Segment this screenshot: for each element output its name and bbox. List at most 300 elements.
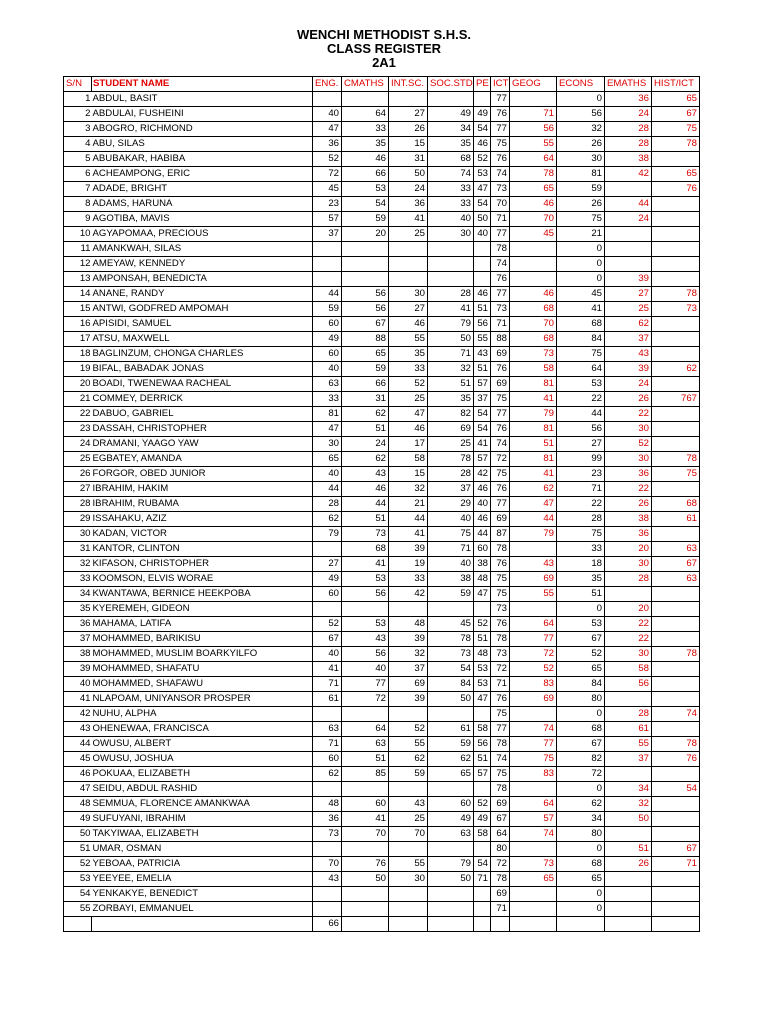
cmaths-score-cell: 64 [342,722,389,737]
emaths-score-cell: 39 [605,272,652,287]
emaths-score-cell: 22 [605,632,652,647]
serial-number-cell: 41 [64,692,92,707]
table-row [64,782,700,797]
hist-ict-score-cell: 75 [652,122,700,137]
ict-score-cell: 80 [491,842,510,857]
econs-score-cell: 99 [557,452,605,467]
geog-score-cell [510,272,557,287]
table-row [64,377,700,392]
table-row [64,272,700,287]
student-name-cell: DRAMANI, YAAGO YAW [92,437,313,452]
footer-cell-eng: 66 [313,917,342,932]
int-sc-score-cell: 25 [389,392,428,407]
footer-cell-ict [491,917,510,932]
student-name-cell: YEEYEE, EMELIA [92,872,313,887]
emaths-score-cell: 38 [605,512,652,527]
hist-ict-score-cell [652,827,700,842]
geog-score-cell: 79 [510,407,557,422]
emaths-score-cell: 62 [605,317,652,332]
econs-score-cell: 62 [557,797,605,812]
ict-score-cell: 74 [491,752,510,767]
eng-score-cell: 52 [313,617,342,632]
eng-score-cell: 60 [313,317,342,332]
ict-score-cell: 76 [491,482,510,497]
emaths-score-cell: 58 [605,662,652,677]
table-row [64,212,700,227]
cmaths-score-cell: 44 [342,497,389,512]
cmaths-score-cell: 40 [342,662,389,677]
cmaths-score-cell: 62 [342,407,389,422]
pe-score-cell: 51 [474,752,491,767]
table-row [64,152,700,167]
serial-number-cell: 53 [64,872,92,887]
int-sc-score-cell: 15 [389,137,428,152]
cmaths-score-cell: 65 [342,347,389,362]
serial-number-cell: 29 [64,512,92,527]
hist-ict-score-cell: 62 [652,362,700,377]
pe-score-cell: 53 [474,677,491,692]
serial-number-cell: 49 [64,812,92,827]
serial-number-cell: 1 [64,92,92,107]
econs-score-cell: 75 [557,347,605,362]
table-row [64,137,700,152]
emaths-score-cell [605,767,652,782]
emaths-score-cell: 20 [605,602,652,617]
emaths-score-cell: 26 [605,857,652,872]
emaths-score-cell [605,692,652,707]
soc-std-score-cell: 40 [428,557,474,572]
ict-score-cell: 69 [491,797,510,812]
eng-score-cell [313,842,342,857]
econs-score-cell: 27 [557,437,605,452]
cmaths-score-cell: 43 [342,632,389,647]
emaths-score-cell [605,887,652,902]
int-sc-score-cell: 25 [389,227,428,242]
cmaths-score-cell [342,887,389,902]
pe-score-cell: 54 [474,407,491,422]
geog-score-cell: 78 [510,167,557,182]
emaths-score-cell: 24 [605,377,652,392]
cmaths-score-cell [342,842,389,857]
student-name-cell: NLAPOAM, UNIYANSOR PROSPER [92,692,313,707]
econs-score-cell: 0 [557,782,605,797]
emaths-score-cell: 52 [605,437,652,452]
hist-ict-score-cell: 71 [652,857,700,872]
hist-ict-score-cell [652,407,700,422]
pe-score-cell: 41 [474,437,491,452]
table-row [64,812,700,827]
ict-score-cell: 76 [491,272,510,287]
ict-score-cell: 75 [491,707,510,722]
int-sc-score-cell [389,272,428,287]
hist-ict-score-cell [652,587,700,602]
geog-score-cell [510,542,557,557]
emaths-score-cell: 32 [605,797,652,812]
geog-score-cell: 43 [510,557,557,572]
econs-score-cell: 53 [557,617,605,632]
column-header-geog: GEOG [510,77,557,92]
pe-score-cell: 57 [474,452,491,467]
column-header-int-sc: INT.SC. [389,77,428,92]
pe-score-cell: 37 [474,392,491,407]
ict-score-cell: 72 [491,662,510,677]
student-name-cell: SEIDU, ABDUL RASHID [92,782,313,797]
pe-score-cell [474,707,491,722]
emaths-score-cell: 24 [605,107,652,122]
table-row [64,677,700,692]
student-name-cell: MOHAMMED, BARIKISU [92,632,313,647]
eng-score-cell: 62 [313,767,342,782]
footer-cell-pe [474,917,491,932]
student-name-cell: KANTOR, CLINTON [92,542,313,557]
ict-score-cell: 73 [491,302,510,317]
hist-ict-score-cell: 54 [652,782,700,797]
column-header-cmaths: CMATHS [342,77,389,92]
soc-std-score-cell: 69 [428,422,474,437]
int-sc-score-cell: 58 [389,452,428,467]
class-register-table [63,76,700,932]
cmaths-score-cell: 53 [342,617,389,632]
cmaths-score-cell: 66 [342,167,389,182]
student-name-cell: KIFASON, CHRISTOPHER [92,557,313,572]
table-row [64,242,700,257]
hist-ict-score-cell [652,722,700,737]
eng-score-cell: 27 [313,557,342,572]
soc-std-score-cell: 28 [428,467,474,482]
econs-score-cell: 34 [557,812,605,827]
student-name-cell: IBRAHIM, HAKIM [92,482,313,497]
emaths-score-cell: 36 [605,527,652,542]
hist-ict-score-cell [652,257,700,272]
student-name-cell: COMMEY, DERRICK [92,392,313,407]
emaths-score-cell: 34 [605,782,652,797]
econs-score-cell: 68 [557,722,605,737]
emaths-score-cell: 30 [605,422,652,437]
hist-ict-score-cell [652,602,700,617]
pe-score-cell: 49 [474,812,491,827]
eng-score-cell: 47 [313,422,342,437]
econs-score-cell: 65 [557,872,605,887]
table-row [64,392,700,407]
soc-std-score-cell: 49 [428,107,474,122]
int-sc-score-cell: 39 [389,632,428,647]
pe-score-cell: 40 [474,227,491,242]
int-sc-score-cell [389,257,428,272]
geog-score-cell: 56 [510,122,557,137]
econs-score-cell: 81 [557,167,605,182]
ict-score-cell: 75 [491,587,510,602]
pe-score-cell: 51 [474,632,491,647]
hist-ict-score-cell: 63 [652,542,700,557]
hist-ict-score-cell [652,632,700,647]
student-name-cell: DASSAH, CHRISTOPHER [92,422,313,437]
emaths-score-cell [605,242,652,257]
emaths-score-cell: 37 [605,752,652,767]
geog-score-cell: 58 [510,362,557,377]
cmaths-score-cell [342,602,389,617]
econs-score-cell: 71 [557,482,605,497]
table-row [64,752,700,767]
serial-number-cell: 34 [64,587,92,602]
econs-score-cell: 28 [557,512,605,527]
eng-score-cell: 62 [313,512,342,527]
emaths-score-cell [605,902,652,917]
table-row [64,497,700,512]
econs-score-cell: 0 [557,257,605,272]
ict-score-cell: 77 [491,722,510,737]
ict-score-cell: 77 [491,497,510,512]
eng-score-cell [313,272,342,287]
ict-score-cell: 87 [491,527,510,542]
ict-score-cell: 74 [491,257,510,272]
hist-ict-score-cell [652,872,700,887]
int-sc-score-cell: 55 [389,737,428,752]
eng-score-cell: 47 [313,122,342,137]
class-name: 2A1 [372,55,396,70]
geog-score-cell: 70 [510,212,557,227]
footer-row [64,917,700,932]
soc-std-score-cell: 37 [428,482,474,497]
geog-score-cell: 46 [510,287,557,302]
serial-number-cell: 17 [64,332,92,347]
pe-score-cell: 56 [474,317,491,332]
serial-number-cell: 6 [64,167,92,182]
eng-score-cell: 40 [313,107,342,122]
eng-score-cell: 43 [313,872,342,887]
soc-std-score-cell: 50 [428,872,474,887]
econs-score-cell: 30 [557,152,605,167]
serial-number-cell: 38 [64,647,92,662]
soc-std-score-cell [428,242,474,257]
serial-number-cell: 35 [64,602,92,617]
cmaths-score-cell: 50 [342,872,389,887]
eng-score-cell: 70 [313,857,342,872]
pe-score-cell: 57 [474,377,491,392]
hist-ict-score-cell: 76 [652,752,700,767]
ict-score-cell: 77 [491,287,510,302]
pe-score-cell: 53 [474,167,491,182]
int-sc-score-cell: 42 [389,587,428,602]
geog-score-cell: 77 [510,632,557,647]
geog-score-cell: 46 [510,197,557,212]
emaths-score-cell: 27 [605,287,652,302]
ict-score-cell: 78 [491,542,510,557]
econs-score-cell: 0 [557,887,605,902]
pe-score-cell: 50 [474,212,491,227]
ict-score-cell: 70 [491,197,510,212]
table-row [64,482,700,497]
emaths-score-cell [605,827,652,842]
student-name-cell: DABUO, GABRIEL [92,407,313,422]
soc-std-score-cell: 33 [428,197,474,212]
geog-score-cell: 74 [510,722,557,737]
pe-score-cell [474,842,491,857]
student-name-cell: KWANTAWA, BERNICE HEEKPOBA [92,587,313,602]
cmaths-score-cell: 56 [342,287,389,302]
geog-score-cell: 44 [510,512,557,527]
hist-ict-score-cell [652,152,700,167]
hist-ict-score-cell: 78 [652,452,700,467]
ict-score-cell: 88 [491,332,510,347]
geog-score-cell: 69 [510,692,557,707]
hist-ict-score-cell: 67 [652,557,700,572]
ict-score-cell: 78 [491,242,510,257]
student-name-cell: OWUSU, ALBERT [92,737,313,752]
hist-ict-score-cell [652,662,700,677]
table-row [64,827,700,842]
int-sc-score-cell [389,887,428,902]
ict-score-cell: 73 [491,602,510,617]
eng-score-cell [313,902,342,917]
econs-score-cell: 0 [557,272,605,287]
emaths-score-cell [605,182,652,197]
table-row [64,167,700,182]
ict-score-cell: 71 [491,677,510,692]
geog-score-cell: 68 [510,332,557,347]
footer-cell-sn [64,917,92,932]
serial-number-cell: 55 [64,902,92,917]
ict-score-cell: 75 [491,767,510,782]
geog-score-cell [510,707,557,722]
eng-score-cell: 40 [313,467,342,482]
serial-number-cell: 16 [64,317,92,332]
eng-score-cell: 45 [313,182,342,197]
econs-score-cell: 72 [557,767,605,782]
econs-score-cell: 45 [557,287,605,302]
table-row [64,572,700,587]
serial-number-cell: 30 [64,527,92,542]
int-sc-score-cell: 47 [389,407,428,422]
soc-std-score-cell: 71 [428,347,474,362]
econs-score-cell: 23 [557,467,605,482]
int-sc-score-cell: 31 [389,152,428,167]
emaths-score-cell: 61 [605,722,652,737]
eng-score-cell: 40 [313,647,342,662]
table-row [64,842,700,857]
pe-score-cell: 38 [474,557,491,572]
geog-score-cell [510,92,557,107]
eng-score-cell: 71 [313,677,342,692]
pe-score-cell: 48 [474,572,491,587]
cmaths-score-cell [342,92,389,107]
eng-score-cell: 65 [313,452,342,467]
ict-score-cell: 76 [491,362,510,377]
column-header-emaths: EMATHS [605,77,652,92]
serial-number-cell: 51 [64,842,92,857]
geog-score-cell: 70 [510,317,557,332]
student-name-cell: SUFUYANI, IBRAHIM [92,812,313,827]
geog-score-cell: 64 [510,152,557,167]
geog-score-cell: 81 [510,377,557,392]
geog-score-cell: 73 [510,857,557,872]
table-row [64,182,700,197]
int-sc-score-cell: 21 [389,497,428,512]
pe-score-cell [474,242,491,257]
geog-score-cell: 65 [510,182,557,197]
cmaths-score-cell [342,257,389,272]
soc-std-score-cell: 63 [428,827,474,842]
footer-cell-int-sc [389,917,428,932]
ict-score-cell: 76 [491,692,510,707]
geog-score-cell: 69 [510,572,557,587]
emaths-score-cell: 25 [605,302,652,317]
econs-score-cell: 21 [557,227,605,242]
table-row [64,602,700,617]
int-sc-score-cell [389,92,428,107]
cmaths-score-cell: 62 [342,452,389,467]
ict-score-cell: 75 [491,572,510,587]
int-sc-score-cell: 32 [389,482,428,497]
eng-score-cell: 57 [313,212,342,227]
soc-std-score-cell: 50 [428,692,474,707]
cmaths-score-cell: 73 [342,527,389,542]
soc-std-score-cell: 34 [428,122,474,137]
geog-score-cell: 51 [510,437,557,452]
table-row [64,662,700,677]
table-row [64,512,700,527]
cmaths-score-cell: 77 [342,677,389,692]
student-name-cell: ABDULAI, FUSHEINI [92,107,313,122]
student-name-cell: IBRAHIM, RUBAMA [92,497,313,512]
pe-score-cell: 51 [474,302,491,317]
eng-score-cell: 40 [313,362,342,377]
pe-score-cell: 48 [474,647,491,662]
econs-score-cell: 82 [557,752,605,767]
student-name-cell: YEBOAA, PATRICIA [92,857,313,872]
eng-score-cell: 30 [313,437,342,452]
hist-ict-score-cell [652,317,700,332]
geog-score-cell [510,242,557,257]
ict-score-cell: 77 [491,227,510,242]
ict-score-cell: 69 [491,377,510,392]
geog-score-cell [510,902,557,917]
cmaths-score-cell: 59 [342,212,389,227]
table-row [64,617,700,632]
emaths-score-cell: 28 [605,122,652,137]
serial-number-cell: 28 [64,497,92,512]
int-sc-score-cell: 19 [389,557,428,572]
cmaths-score-cell: 56 [342,647,389,662]
student-name-cell: MOHAMMED, SHAFAWU [92,677,313,692]
table-row [64,707,700,722]
eng-score-cell: 49 [313,332,342,347]
cmaths-score-cell: 76 [342,857,389,872]
emaths-score-cell: 26 [605,497,652,512]
serial-number-cell: 7 [64,182,92,197]
emaths-score-cell [605,227,652,242]
emaths-score-cell: 42 [605,167,652,182]
emaths-score-cell: 30 [605,452,652,467]
geog-score-cell: 41 [510,392,557,407]
soc-std-score-cell: 73 [428,647,474,662]
int-sc-score-cell [389,902,428,917]
eng-score-cell: 63 [313,722,342,737]
emaths-score-cell: 55 [605,737,652,752]
soc-std-score-cell: 40 [428,212,474,227]
emaths-score-cell: 44 [605,197,652,212]
econs-score-cell: 56 [557,422,605,437]
econs-score-cell: 44 [557,407,605,422]
pe-score-cell [474,602,491,617]
pe-score-cell: 52 [474,617,491,632]
soc-std-score-cell: 41 [428,302,474,317]
econs-score-cell: 59 [557,182,605,197]
cmaths-score-cell [342,272,389,287]
serial-number-cell: 22 [64,407,92,422]
geog-score-cell [510,887,557,902]
student-name-cell: BOADI, TWENEWAA RACHEAL [92,377,313,392]
hist-ict-score-cell [652,242,700,257]
